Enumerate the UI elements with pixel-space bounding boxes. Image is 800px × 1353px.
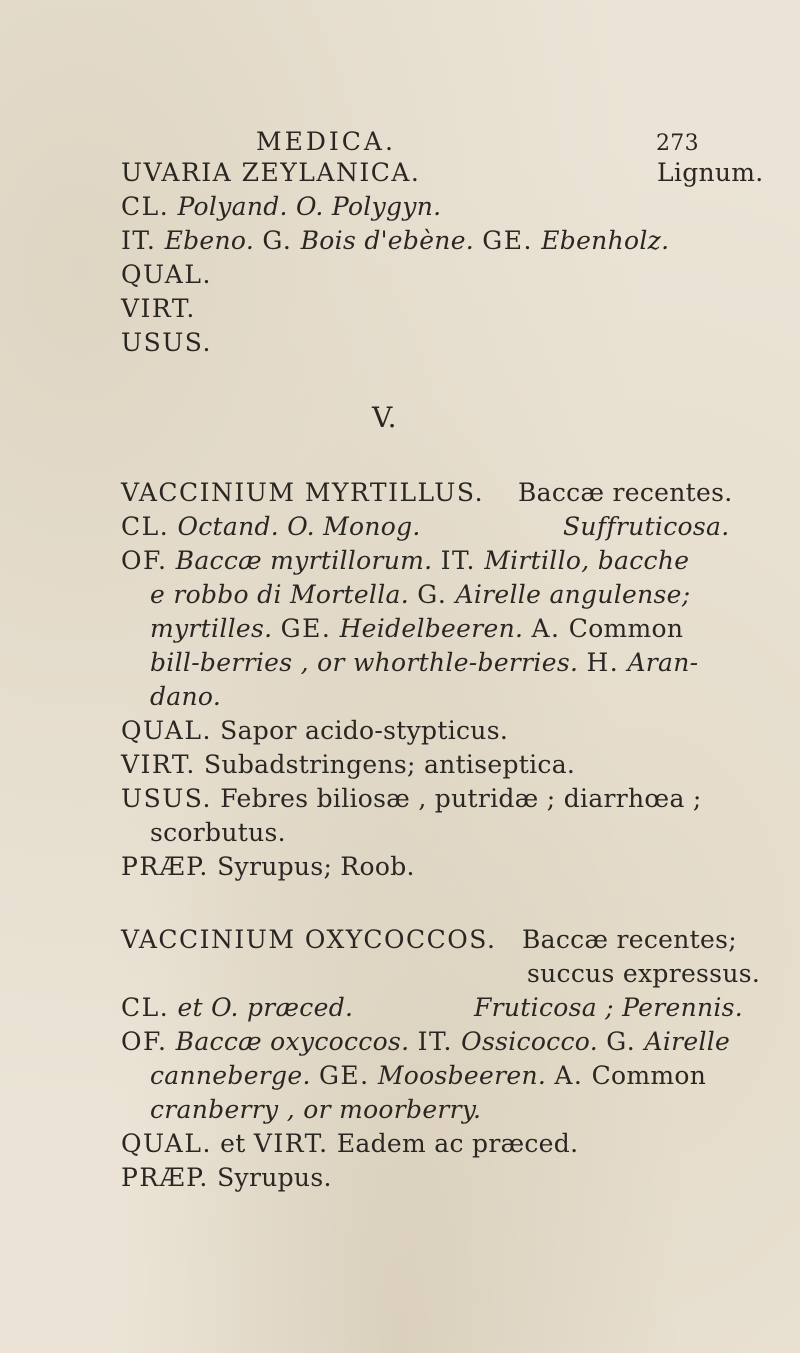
label-qual: QUAL. (121, 1129, 212, 1158)
label-usus: USUS. (121, 784, 212, 813)
label-g: G. (417, 580, 448, 609)
officinal-name: Baccæ oxycoccos. (175, 1027, 410, 1056)
uvaria-qual: QUAL. (121, 260, 212, 289)
label-h: H. (586, 648, 620, 677)
label-a: A. (554, 1061, 584, 1090)
entry-title-oxycoccos: VACCINIUM OXYCOCCOS. (121, 925, 497, 954)
label-of: OF. (121, 1027, 168, 1056)
section-letter: V. (372, 401, 397, 434)
class-text: Polyand. O. Polygyn. (177, 192, 442, 221)
myrtillus-habit: Suffruticosa. (563, 512, 730, 541)
entry-note-oxycoccos: Baccæ recentes; (522, 925, 737, 954)
label-virt: VIRT. (253, 1129, 329, 1158)
entry-note-myrtillus: Baccæ recentes. (518, 478, 733, 507)
italian-name: Mirtillo, bacche (484, 546, 690, 575)
myrtillus-praep-line (121, 852, 415, 882)
uvaria-usus: USUS. (121, 328, 212, 357)
french-name-cont: myrtilles. (150, 614, 273, 643)
qualities-text: Sapor acido-stypticus. (220, 716, 509, 745)
class-text: et O. præced. (177, 993, 354, 1022)
uvaria-names-line (121, 226, 669, 256)
label-of: OF. (121, 546, 168, 575)
myrtillus-usus-cont: scorbutus. (150, 818, 286, 847)
english-name: Common (568, 614, 684, 643)
label-g: G. (262, 226, 293, 255)
preparations-text: Syrupus; Roob. (217, 852, 415, 881)
oxycoccos-praep-line (121, 1163, 332, 1193)
label-cl: CL. (121, 192, 170, 221)
myrtillus-line4 (150, 614, 683, 644)
label-g: G. (606, 1027, 637, 1056)
myrtillus-class-line (121, 512, 421, 542)
oxycoccos-class-line (121, 993, 353, 1023)
german-name: Ebenholz. (541, 226, 670, 255)
oxycoccos-habit: Fruticosa ; Perennis. (474, 993, 744, 1022)
french-name: Airelle angulense; (455, 580, 691, 609)
myrtillus-virt-line (121, 750, 575, 780)
qualities-text: Eadem ac præced. (336, 1129, 579, 1158)
oxycoccos-qual-line (121, 1129, 578, 1159)
conjunction: et (220, 1129, 246, 1158)
italian-name-cont: e robbo di Mortella. (150, 580, 409, 609)
french-name: Airelle (644, 1027, 731, 1056)
english-name-cont: bill-berries , or whorthle-berries. (150, 648, 579, 677)
oxycoccos-line3 (150, 1061, 706, 1091)
oxycoccos-line4: cranberry , or moorberry. (150, 1095, 482, 1124)
myrtillus-qual-line (121, 716, 508, 746)
italian-name: Ebeno. (164, 226, 255, 255)
french-name-cont: canneberge. (150, 1061, 311, 1090)
label-ge: GE. (280, 614, 332, 643)
uvaria-class-line (121, 192, 441, 222)
spanish-name: Aran- (627, 648, 699, 677)
entry-note-uvaria: Lignum. (657, 158, 764, 187)
myrtillus-line5 (150, 648, 698, 678)
entry-title-myrtillus: VACCINIUM MYRTILLUS. (121, 478, 485, 507)
uvaria-virt: VIRT. (121, 294, 196, 323)
officinal-name: Baccæ myrtillorum. (175, 546, 433, 575)
running-title: MEDICA. (256, 127, 396, 156)
label-praep: PRÆP. (121, 1163, 209, 1192)
label-it: IT. (417, 1027, 453, 1056)
page-number: 273 (656, 131, 699, 156)
french-name: Bois d'ebène. (300, 226, 475, 255)
label-ge: GE. (318, 1061, 370, 1090)
german-name: Heidelbeeren. (339, 614, 524, 643)
label-ge: GE. (482, 226, 533, 255)
label-a: A. (531, 614, 561, 643)
label-virt: VIRT. (121, 750, 196, 779)
myrtillus-line6: dano. (150, 682, 222, 711)
entry-title-uvaria: UVARIA ZEYLANICA. (121, 158, 421, 187)
label-praep: PRÆP. (121, 852, 209, 881)
label-qual: QUAL. (121, 716, 212, 745)
virtues-text: Subadstringens; antiseptica. (204, 750, 576, 779)
entry-note-oxycoccos-cont: succus expressus. (527, 959, 761, 988)
italian-name: Ossicocco. (461, 1027, 598, 1056)
german-name: Moosbeeren. (377, 1061, 547, 1090)
uses-text: Febres biliosæ , putridæ ; diarrhœa ; (220, 784, 702, 813)
class-text: Octand. O. Monog. (177, 512, 421, 541)
preparations-text: Syrupus. (217, 1163, 332, 1192)
myrtillus-of-line (121, 546, 689, 576)
english-name: Common (591, 1061, 707, 1090)
label-it: IT. (121, 226, 157, 255)
label-cl: CL. (121, 512, 170, 541)
label-cl: CL. (121, 993, 170, 1022)
oxycoccos-of-line (121, 1027, 730, 1057)
label-it: IT. (440, 546, 476, 575)
myrtillus-usus-line (121, 784, 702, 814)
myrtillus-line3 (150, 580, 691, 610)
